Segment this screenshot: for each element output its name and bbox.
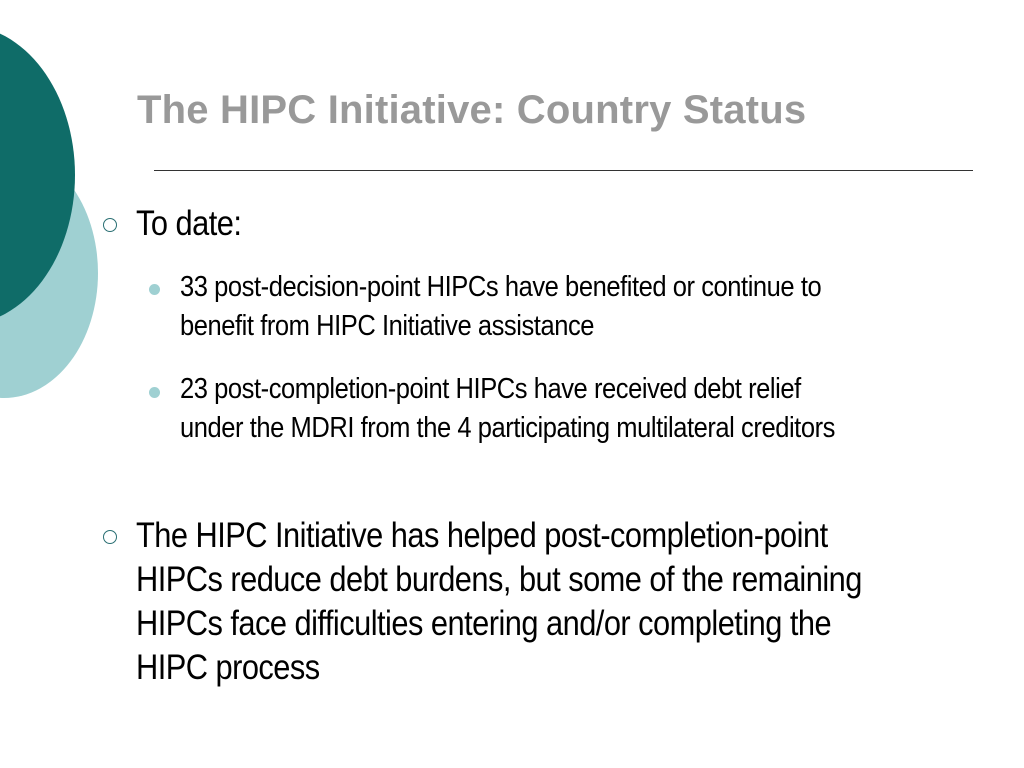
dot-bullet-icon (149, 284, 160, 295)
bullet-hipc-helped (136, 514, 862, 690)
dot-bullet-icon (149, 387, 160, 398)
sub-bullet-line: 33 post-decision-point HIPCs have benefited or continue to (180, 271, 822, 303)
hollow-bullet-icon (103, 218, 117, 232)
bullet-line: HIPC process (136, 648, 320, 687)
bullet-to-date (136, 202, 241, 246)
sub-bullet-line: benefit from HIPC Initiative assistance (180, 310, 595, 342)
sub-bullet-completion-point (180, 370, 835, 448)
bullet-line: The HIPC Initiative has helped post-completion-point (136, 516, 828, 555)
sub-bullet-line: under the MDRI from the 4 participating multilateral creditors (180, 412, 835, 444)
hollow-bullet-icon (103, 530, 117, 544)
sub-bullet-line: 23 post-completion-point HIPCs have received debt relief (180, 373, 801, 405)
bullet-line: HIPCs face difficulties entering and/or completing the (136, 604, 832, 643)
bullet-text: To date: (136, 204, 242, 243)
sub-bullet-decision-point (180, 268, 821, 346)
slide-title: The HIPC Initiative: Country Status (137, 88, 807, 132)
bullet-line: HIPCs reduce debt burdens, but some of the remaining (136, 560, 862, 599)
